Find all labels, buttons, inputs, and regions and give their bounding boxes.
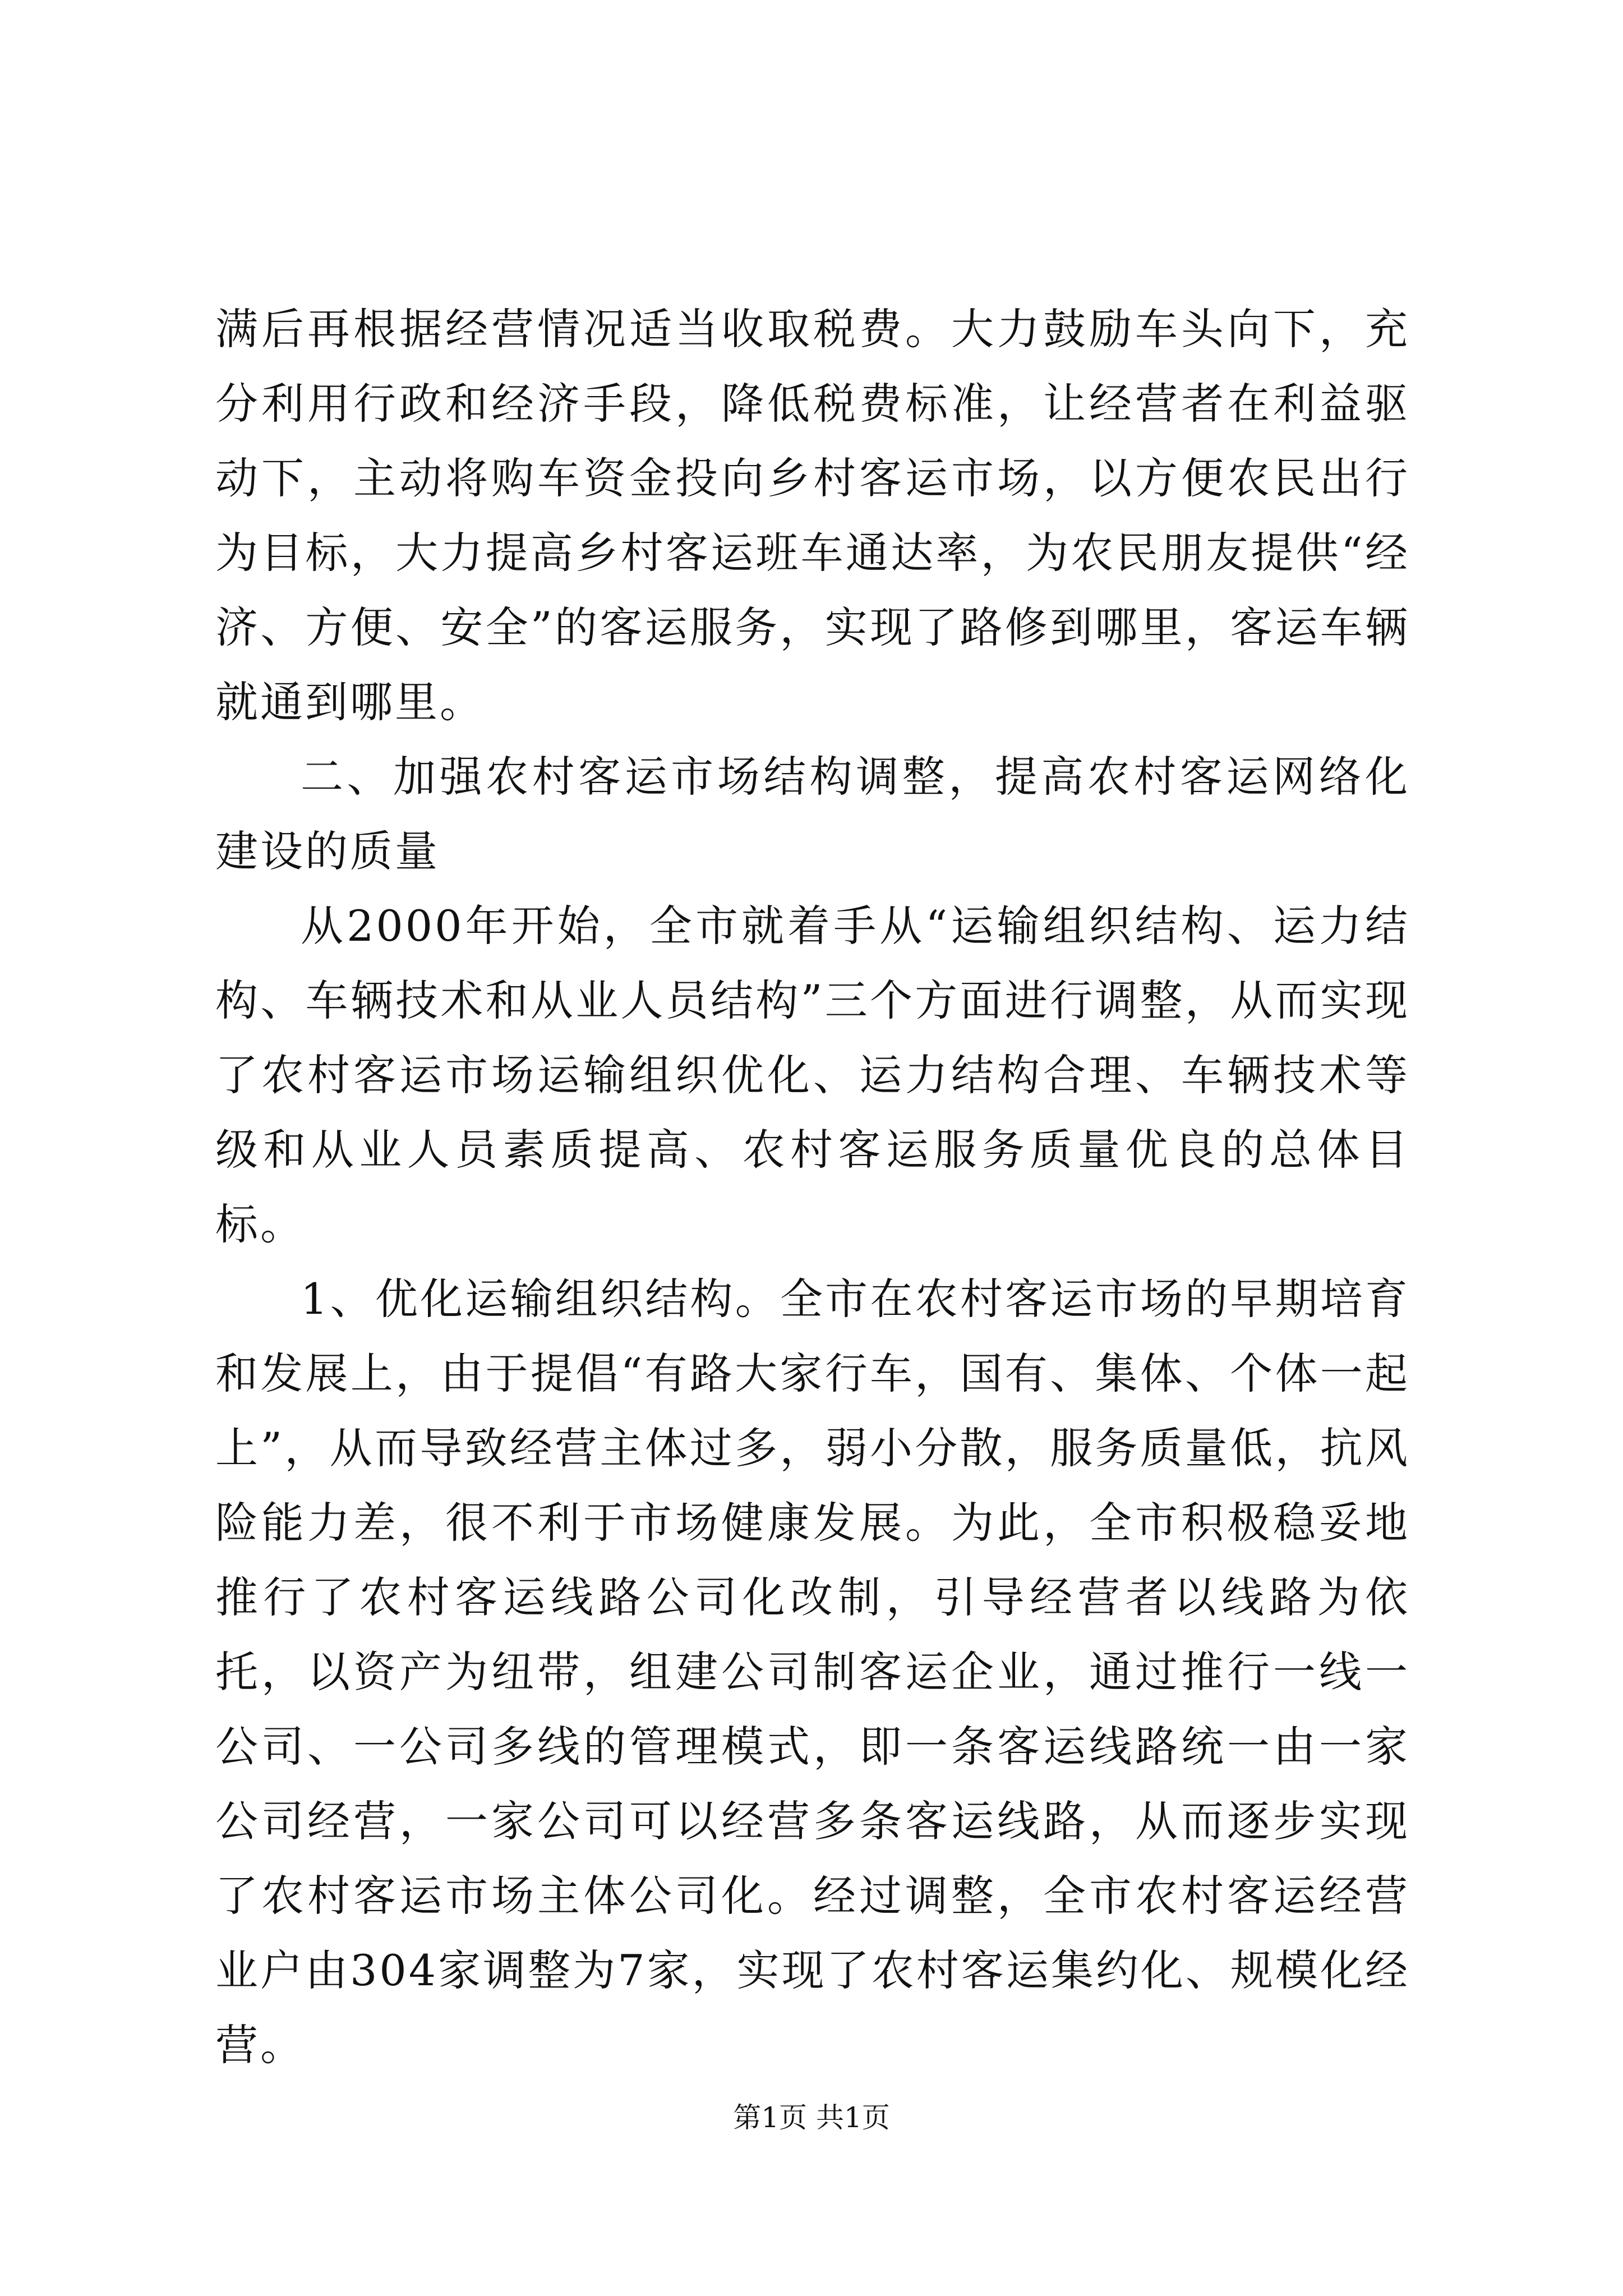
page-footer	[0, 2098, 1623, 2137]
paragraph-continuation: 满后再根据经营情况适当收取税费。大力鼓励车头向下，充分利用行政和经济手段，降低税费标准，让经营者在利益驱动下，主动将购车资金投向乡村客运市场，以方便农民出行为目标，大力提高乡村客运班车通达率，为农民朋友提供“经济、方便、安全”的客运服务，实现了路修到哪里，客运车辆就通到哪里。	[215, 304, 1410, 727]
paragraph-transport-organization: 1、优化运输组织结构。全市在农村客运市场的早期培育和发展上，由于提倡“有路大家行车，国有、集体、个体一起上”，从而导致经营主体过多，弱小分散，服务质量低，抗风险能力差，很不利于市场健康发展。为此，全市积极稳妥地推行了农村客运线路公司化改制，引导经营者以线路为依托，以资产为纽带，组建公司制客运企业，通过推行一线一公司、一公司多线的管理模式，即一条客运线路统一由一家公司经营，一家公司可以经营多条客运线路，从而逐步实现了农村客运市场主体公司化。经过调整，全市农村客运经营业户由304家调整为7家，实现了农村客运集约化、规模化经营。	[215, 1274, 1410, 2070]
page-number: 第1页 共1页	[733, 2101, 890, 2134]
paragraph-structure-adjustment: 从2000年开始，全市就着手从“运输组织结构、运力结构、车辆技术和从业人员结构”三个方面进行调整，从而实现了农村客运市场运输组织优化、运力结构合理、车辆技术等级和从业人员素质提高、农村客运服务质量优良的总体目标。	[215, 901, 1410, 1249]
document-body	[215, 292, 1410, 2082]
section-heading-2: 二、加强农村客运市场结构调整，提高农村客运网络化建设的质量	[215, 752, 1410, 876]
